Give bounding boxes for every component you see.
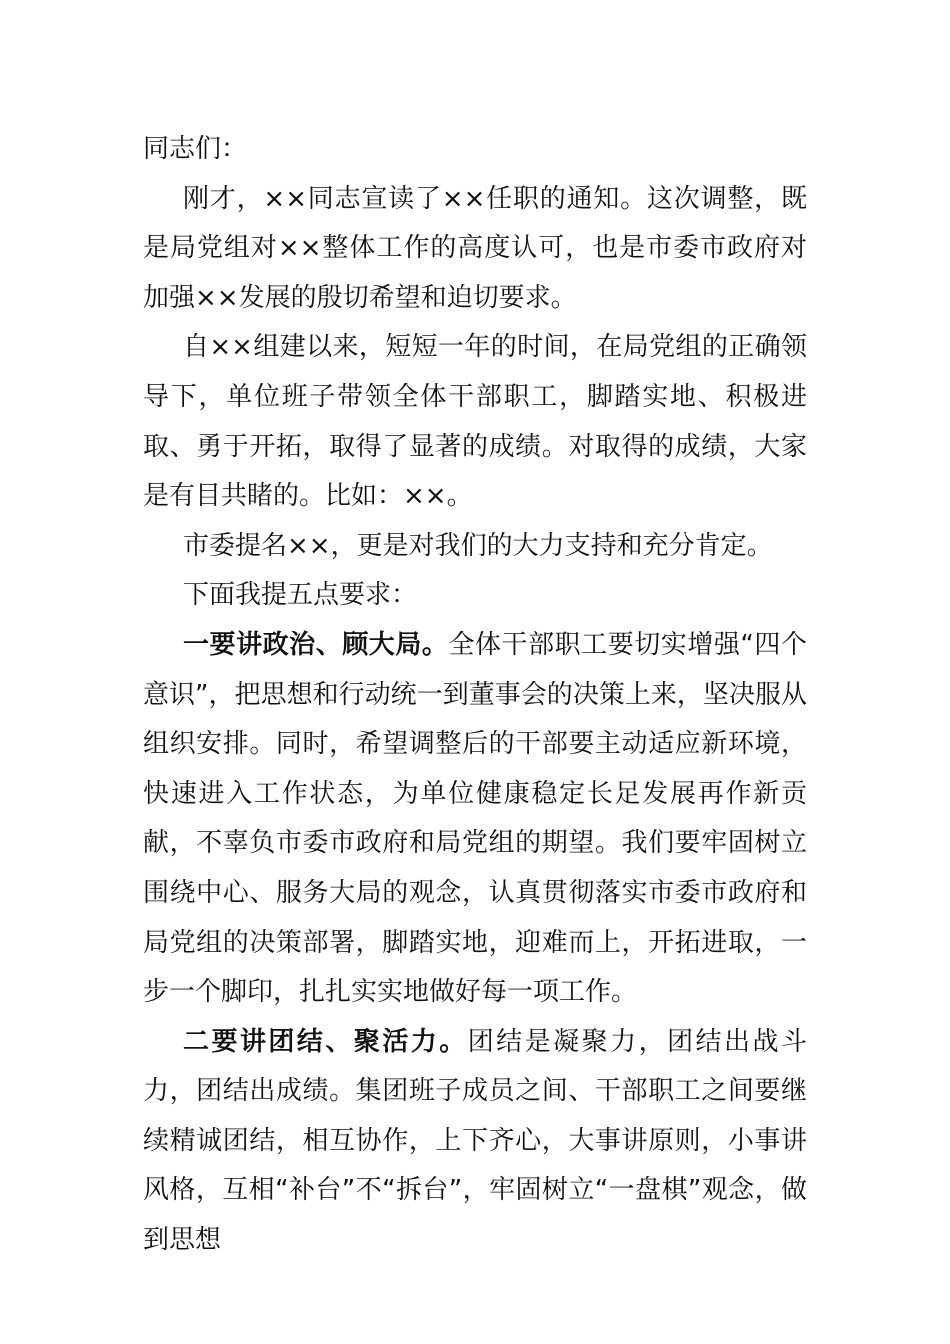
- paragraph-requirement-1: [143, 621, 807, 1018]
- paragraph-appointment-notice: [143, 175, 807, 324]
- paragraph-text: 下面我提五点要求：: [183, 580, 418, 611]
- paragraph-nomination: [143, 522, 807, 572]
- requirement-heading: 二要讲团结、聚活力。: [183, 1026, 468, 1057]
- requirement-heading: 一要讲政治、顾大局。: [183, 629, 449, 660]
- paragraph-text: 刚才，××同志宣读了××任职的通知。这次调整，既是局党组对××整体工作的高度认可，也是市委市政府对加强××发展的殷切希望和迫切要求。: [143, 183, 807, 313]
- paragraph-text: 市委提名××，更是对我们的大力支持和充分肯定。: [183, 530, 773, 561]
- paragraph-requirements-intro: [143, 571, 807, 621]
- paragraph-text: 自××组建以来，短短一年的时间，在局党组的正确领导下，单位班子带领全体干部职工，脚踏实地、积极进取、勇于开拓，取得了显著的成绩。对取得的成绩，大家是有目共睹的。比如：××。: [143, 332, 807, 512]
- greeting-line: 同志们：: [143, 134, 248, 164]
- paragraph-text: 团结是凝聚力，团结出战斗力，团结出成绩。集团班子成员之间、干部职工之间要继续精诚团结，相互协作，上下齐心，大事讲原则，小事讲风格，互相“补台”不“拆台”，牢固树立“一盘棋”观念，做到思想: [143, 1026, 807, 1256]
- paragraph-requirement-2: [143, 1018, 807, 1266]
- paragraph-text: 全体干部职工要切实增强“四个意识”，把思想和行动统一到董事会的决策上来，坚决服从组织安排。同时，希望调整后的干部要主动适应新环境，快速进入工作状态，为单位健康稳定长足发展再作新贡献，不辜负市委市政府和局党组的期望。我们要牢固树立围绕中心、服务大局的观念，认真贯彻落实市委市政府和局党组的决策部署，脚踏实地，迎难而上，开拓进取，一步一个脚印，扎扎实实地做好每一项工作。: [143, 629, 807, 1008]
- paragraph-achievements: [143, 323, 807, 521]
- document-body: [143, 125, 807, 1266]
